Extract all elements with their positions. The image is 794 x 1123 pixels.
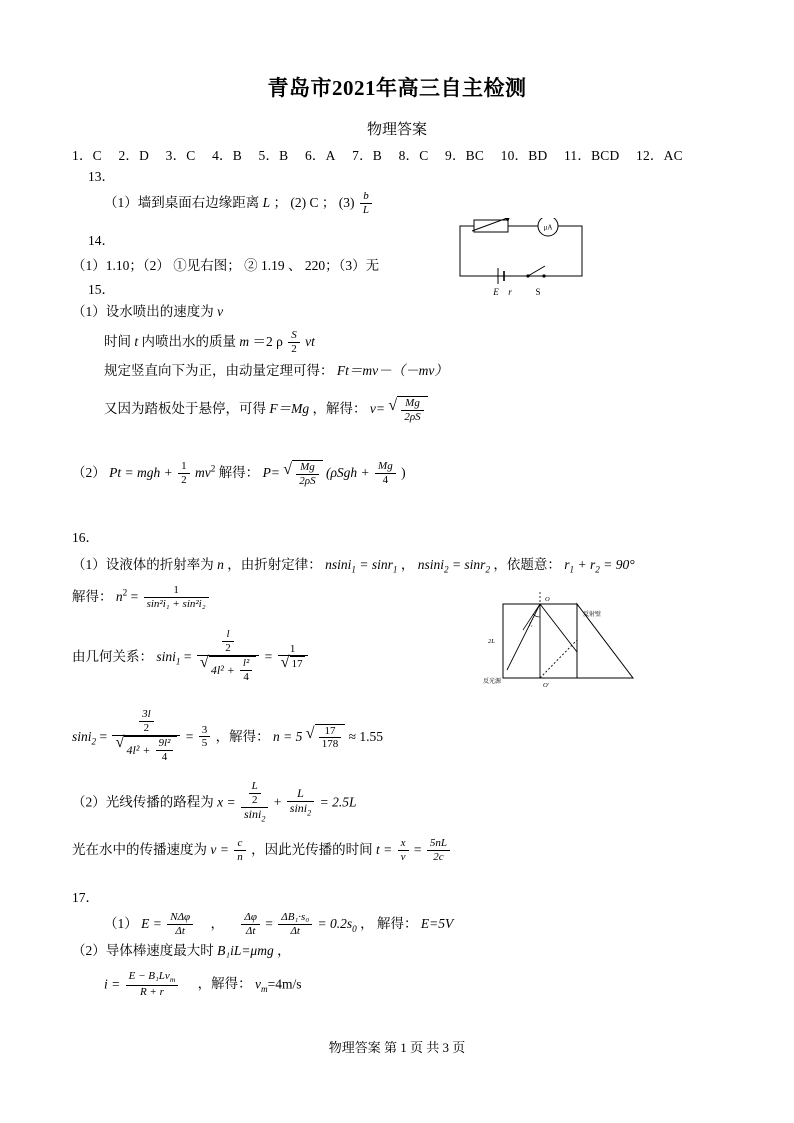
q15-equation-impulse: Ft＝mv－（－mv） bbox=[336, 363, 448, 378]
q15-text-4a: 又因为踏板处于悬停，可得 bbox=[104, 401, 266, 417]
q16-frac-res-2-num: 3 bbox=[201, 723, 208, 736]
label-reflect-wall: 反射壁 bbox=[583, 612, 602, 618]
q15-frac-den-4: 2ρS bbox=[296, 474, 318, 488]
q16-frac-num-1: 1 bbox=[173, 584, 179, 596]
q17-frac-emf-den: Δt bbox=[167, 924, 193, 938]
q15-text-5b: 解得： bbox=[218, 465, 260, 481]
mcq-item: 12．AC bbox=[636, 148, 683, 163]
q16-eq4-equals: = bbox=[99, 728, 108, 744]
q16-eq-3b: + r bbox=[574, 557, 596, 572]
q16-sqrt-geo-2 bbox=[115, 736, 177, 764]
q16-frac-17: √ 17 bbox=[324, 724, 336, 737]
q16-frac-path-1-num bbox=[241, 781, 268, 807]
q17-line-3 bbox=[104, 971, 301, 999]
q16-5nL: 5nL bbox=[429, 837, 447, 849]
q16-sub-2: 2 bbox=[443, 564, 449, 575]
q16-frac-res-1 bbox=[278, 643, 308, 671]
q16-sup-2: 2 bbox=[122, 587, 128, 598]
q16-frac-res-1-den bbox=[278, 655, 308, 671]
label-S: S bbox=[535, 287, 541, 297]
q16-frac-path-2 bbox=[287, 787, 314, 818]
q16-sin1-sub: 1 bbox=[175, 656, 181, 667]
mcq-item: 8．C bbox=[398, 148, 429, 163]
q17-text-1c: ， 解得： bbox=[360, 916, 418, 932]
q16-frac-res-2 bbox=[199, 724, 211, 750]
q16-frac-1 bbox=[144, 584, 209, 610]
q16-L: L bbox=[251, 780, 258, 792]
q16-sqrt-17-178 bbox=[306, 724, 346, 752]
q16-inner-frac-2 bbox=[240, 657, 252, 683]
q16-frac-res-1-num: 1 bbox=[289, 642, 296, 655]
q15-frac-half bbox=[178, 460, 190, 486]
q15-text-1: （1）设水喷出的速度为 bbox=[72, 304, 214, 319]
mcq-item: 3．C bbox=[165, 148, 196, 163]
q17-frac-dphi bbox=[241, 911, 260, 937]
q17-E-equals: E = bbox=[141, 916, 162, 932]
q16-inner-frac-L2 bbox=[249, 780, 261, 806]
q16-sin1: sini bbox=[156, 648, 176, 664]
page-footer: 物理答案 第 1 页 共 3 页 bbox=[328, 1040, 466, 1055]
q17-text-3b: ，解得： bbox=[197, 976, 252, 992]
q16-inner-num-3: 3l bbox=[142, 708, 151, 720]
q15-text-2c: ＝2 bbox=[252, 334, 273, 350]
q16-line-1 bbox=[72, 555, 635, 577]
label-i1: i₁ bbox=[529, 622, 533, 628]
q15-frac-num-3: 1 bbox=[181, 460, 187, 472]
q16-v: v bbox=[398, 850, 409, 864]
question-14-number: 14． bbox=[88, 233, 115, 248]
q16-frac-path-2-den: sini$_2$ bbox=[287, 801, 314, 818]
q16-eq-equals: = bbox=[130, 589, 139, 605]
q13-fraction bbox=[360, 190, 372, 216]
q16-inner-num-1: l bbox=[226, 628, 230, 640]
q15-frac-num-5: Mg bbox=[378, 460, 393, 472]
q15-symbol-m: m bbox=[239, 334, 250, 350]
q15-exp-2: 2 bbox=[210, 463, 216, 474]
q16-sin2: sini bbox=[72, 728, 92, 744]
q15-text-5a: （2） bbox=[72, 465, 106, 481]
q17-frac-emf-num: NΔφ bbox=[170, 911, 191, 923]
question-14-line: （1）1.10；（2） ①见右图； ② 1.19 、 220；（3）无 bbox=[72, 258, 380, 273]
q16-symbol-n: n bbox=[217, 557, 224, 572]
q13-symbol-L: L bbox=[262, 195, 271, 211]
q15-frac-num-2: √ Mg bbox=[405, 397, 420, 409]
q17-eq-equals: = bbox=[265, 916, 273, 932]
q16-sub-3b: 2 bbox=[595, 564, 600, 575]
q16-sub-2b: 2 bbox=[485, 564, 491, 575]
mcq-item: 4．B bbox=[212, 148, 242, 163]
q17-value-sub: 0 bbox=[352, 923, 357, 934]
question-16-number: 16． bbox=[72, 530, 99, 545]
q15-line-1 bbox=[72, 302, 223, 322]
q16-text-1a: （1）设液体的折射率为 bbox=[72, 557, 214, 572]
q16-text-1b: ，由折射定律： bbox=[227, 557, 322, 572]
q16-eq4-equals-2: = bbox=[185, 728, 194, 744]
q15-frac-Mg2rhoS bbox=[401, 397, 423, 423]
page-subtitle: 物理答案 bbox=[366, 122, 427, 138]
q16-frac-178: 178 bbox=[319, 737, 342, 751]
q16-frac-geo-1 bbox=[197, 629, 259, 685]
q17-frac-emf bbox=[167, 911, 193, 937]
q13-text-a: （1）墙到桌面右边缘距离 bbox=[104, 195, 260, 211]
q17-result-E: E=5V bbox=[420, 916, 454, 932]
q15-result-P: P= bbox=[262, 465, 280, 481]
q16-eq-1: nsini bbox=[325, 557, 352, 572]
q16-2c: 2c bbox=[427, 850, 450, 864]
q16-eq-2b: = sinr bbox=[448, 557, 486, 572]
q17-frac-current-den: R + r bbox=[126, 985, 179, 999]
q17-frac-dphi-num: Δφ bbox=[244, 911, 257, 923]
q16-sqrt-geo-1-a: 4l² + bbox=[210, 663, 235, 678]
q16-inner-den-1: 2 bbox=[222, 641, 234, 655]
q17-line-2 bbox=[72, 941, 291, 961]
q15-fraction-S2 bbox=[288, 329, 300, 355]
q17-equation-force: B₁iL=μmg bbox=[217, 943, 274, 958]
q16-line-5 bbox=[72, 782, 356, 825]
q17-text-1b: ， bbox=[210, 916, 224, 932]
q17-result-v: v bbox=[254, 976, 261, 992]
q16-inner-num-4: 9l² bbox=[158, 737, 171, 750]
q16-inner-den-2: 4 bbox=[240, 670, 252, 684]
q16-inner-frac-4 bbox=[156, 737, 174, 763]
q16-frac-geo-1-num bbox=[197, 629, 259, 655]
q16-2: 2 bbox=[249, 793, 261, 807]
q17-frac-dphi-den: Δt bbox=[241, 924, 260, 938]
q16-frac-cn bbox=[234, 837, 246, 863]
label-r: r bbox=[508, 287, 512, 297]
q16-result-approx: ≈ 1.55 bbox=[348, 728, 384, 744]
q17-text-2a: （2）导体棒速度最大时 bbox=[72, 943, 214, 958]
q16-frac-den-1: sin²i₁ + sin²i₂ bbox=[144, 597, 209, 611]
q16-frac-geo-2-num bbox=[112, 709, 180, 735]
q15-equation-energy: Pt = mgh + bbox=[109, 465, 173, 481]
q16-eq3-equals-2: = bbox=[264, 648, 273, 664]
q15-result-v: v= bbox=[369, 401, 385, 417]
q15-text-2a: 时间 bbox=[104, 334, 131, 350]
question-17-number: 17． bbox=[72, 890, 99, 905]
q15-text-3: 规定竖直向下为正，由动量定理可得： bbox=[104, 363, 334, 378]
q15-text-5d: ) bbox=[401, 465, 406, 481]
q16-eq6-equals: = bbox=[413, 842, 422, 858]
q16-plus: + bbox=[273, 794, 282, 810]
q16-n: n bbox=[234, 850, 246, 864]
q15-line-5 bbox=[72, 460, 406, 488]
q17-frac-dB bbox=[278, 911, 312, 937]
q16-line-3 bbox=[72, 630, 310, 686]
q16-text-4b: ，解得： bbox=[215, 728, 270, 744]
q15-text-2b: 内喷出水的质量 bbox=[141, 334, 237, 350]
q17-text-2b: ， bbox=[277, 943, 291, 958]
q15-frac-den: 2 bbox=[288, 342, 300, 356]
mcq-item: 9．BC bbox=[445, 148, 485, 163]
mcq-item: 7．B bbox=[352, 148, 382, 163]
q16-text-5a: （2）光线传播的路程为 bbox=[72, 794, 214, 810]
q17-result-v-value: =4m/s bbox=[267, 976, 302, 992]
q17-frac-dB-den: Δt bbox=[278, 924, 312, 938]
q16-frac-res-2-den: 5 bbox=[199, 736, 211, 750]
q17-line-1 bbox=[104, 912, 453, 938]
label-E: E bbox=[493, 287, 499, 297]
q13-fraction-denominator: L bbox=[360, 203, 372, 217]
q16-frac-geo-2-den bbox=[112, 735, 180, 764]
q16-inner-den-3: 2 bbox=[139, 721, 154, 735]
q15-equation-FMg: F＝Mg bbox=[269, 401, 310, 417]
q16-symbol-n2: n bbox=[115, 589, 123, 605]
question-15-number: 15． bbox=[88, 282, 115, 297]
label-2L: 2L bbox=[488, 638, 495, 645]
q15-frac-den-2: 2ρS bbox=[401, 410, 423, 424]
q16-inner-den-4: 4 bbox=[156, 750, 174, 764]
q13-text-c: ； (2) C ； (3) bbox=[273, 195, 355, 211]
q17-text-1a: （1） bbox=[104, 916, 138, 932]
q16-eq3-equals: = bbox=[183, 648, 192, 664]
q16-text-2a: 解得： bbox=[72, 589, 113, 605]
q16-v-equals: v = bbox=[210, 842, 229, 858]
q16-text-6b: ，因此光传播的时间 bbox=[251, 842, 373, 858]
label-light-source: 反光源 bbox=[483, 679, 502, 685]
q16-eq-3c: = 90° bbox=[599, 557, 635, 572]
q16-line-6 bbox=[72, 838, 452, 864]
q16-text-1d: ，依题意： bbox=[493, 557, 561, 572]
q16-frac-5nL2c bbox=[427, 837, 450, 863]
q17-frac-dB-num: ΔB₁·s₀ bbox=[281, 911, 310, 923]
q16-inner-frac-3 bbox=[139, 708, 154, 734]
q16-frac-path-2-num: L bbox=[297, 786, 304, 801]
q15-line-2 bbox=[104, 330, 315, 356]
q15-sqrt-2 bbox=[283, 460, 322, 488]
mcq-item: 6．A bbox=[304, 148, 336, 163]
q15-symbol-vt: vt bbox=[305, 334, 315, 350]
q16-x-equals: x = bbox=[217, 794, 236, 810]
q15-frac-den-3: 2 bbox=[178, 473, 190, 487]
q15-frac-Mg2rhoS-2 bbox=[296, 461, 318, 487]
q16-eq-3: r bbox=[564, 557, 570, 572]
q15-frac-den-5: 4 bbox=[375, 473, 396, 487]
q15-line-4 bbox=[104, 396, 428, 424]
q16-frac-path-1 bbox=[241, 781, 268, 824]
q15-frac-num-4: √ Mg bbox=[300, 461, 315, 473]
mcq-item: 2．D bbox=[118, 148, 150, 163]
q16-frac-geo-1-den bbox=[197, 655, 259, 684]
label-O-bottom: O' bbox=[543, 682, 550, 689]
mcq-item: 11．BCD bbox=[563, 148, 620, 163]
q15-text-4b: ，解得： bbox=[312, 401, 367, 417]
label-O-top: O bbox=[545, 596, 550, 603]
page-title: 青岛市2021年高三自主检测 bbox=[267, 76, 527, 100]
q15-symbol-v: v bbox=[217, 304, 224, 319]
q16-sqrt-17: √ 17 bbox=[281, 656, 305, 671]
q15-equation-mv: mv bbox=[194, 465, 211, 481]
question-13-line bbox=[104, 191, 374, 217]
q15-frac-Mg4 bbox=[375, 460, 396, 486]
mcq-item: 5．B bbox=[258, 148, 289, 163]
q16-sqrt-geo-2-a: 4l² + bbox=[126, 743, 151, 758]
multiple-choice-answers bbox=[72, 146, 696, 166]
q17-i-equals: i = bbox=[104, 976, 121, 992]
q17-value: = 0.2s bbox=[317, 916, 353, 932]
q15-line-3 bbox=[104, 361, 448, 381]
q16-t-equals: t = bbox=[375, 842, 393, 858]
circuit-diagram bbox=[452, 218, 592, 306]
q16-sub-1b: 1 bbox=[392, 564, 398, 575]
q16-path-result: = 2.5L bbox=[319, 794, 357, 810]
q16-eq-2: nsini bbox=[417, 557, 444, 572]
q16-result-n: n = 5 bbox=[273, 728, 303, 744]
q16-text-6a: 光在水中的传播速度为 bbox=[72, 842, 207, 858]
q16-frac-geo-2 bbox=[112, 709, 180, 765]
q13-fraction-numerator: b bbox=[363, 190, 369, 202]
q15-symbol-rho: ρ bbox=[276, 334, 283, 350]
mcq-item: 1．C bbox=[72, 148, 102, 163]
question-13-number: 13． bbox=[88, 169, 115, 184]
meter-label: μA bbox=[543, 223, 553, 232]
q16-sin2-sub: 2 bbox=[91, 736, 97, 747]
q16-inner-frac-1 bbox=[222, 628, 234, 654]
q16-text-3a: 由几何关系： bbox=[72, 648, 153, 664]
q16-line-2 bbox=[72, 585, 211, 611]
q16-line-4 bbox=[72, 710, 383, 766]
q15-sqrt-1 bbox=[388, 396, 427, 424]
q16-sub-3: 1 bbox=[569, 564, 575, 575]
q15-symbol-t: t bbox=[134, 334, 139, 350]
q16-eq-1b: = sinr bbox=[355, 557, 393, 572]
q15-text-5c: (ρSgh + bbox=[325, 465, 370, 481]
q17-frac-current-num: $E - B_1Lv_m$ bbox=[128, 970, 176, 985]
q15-frac-num: S bbox=[291, 329, 297, 341]
q17-result-v-sub: m bbox=[260, 984, 268, 994]
q16-inner-num-2: l² bbox=[242, 657, 250, 670]
q16-frac-17-178 bbox=[319, 725, 342, 751]
q16-x: x bbox=[400, 837, 406, 849]
q17-frac-current bbox=[126, 970, 179, 998]
q16-frac-path-1-den: sini$_2$ bbox=[241, 807, 268, 824]
q16-sqrt-geo-1 bbox=[200, 656, 256, 684]
q16-c: c bbox=[237, 837, 243, 849]
q16-sub-1: 1 bbox=[351, 564, 356, 575]
q16-frac-xv bbox=[398, 837, 409, 863]
mcq-item: 10．BD bbox=[500, 148, 548, 163]
q16-text-1c: ， bbox=[400, 557, 415, 572]
optics-diagram bbox=[483, 590, 651, 708]
